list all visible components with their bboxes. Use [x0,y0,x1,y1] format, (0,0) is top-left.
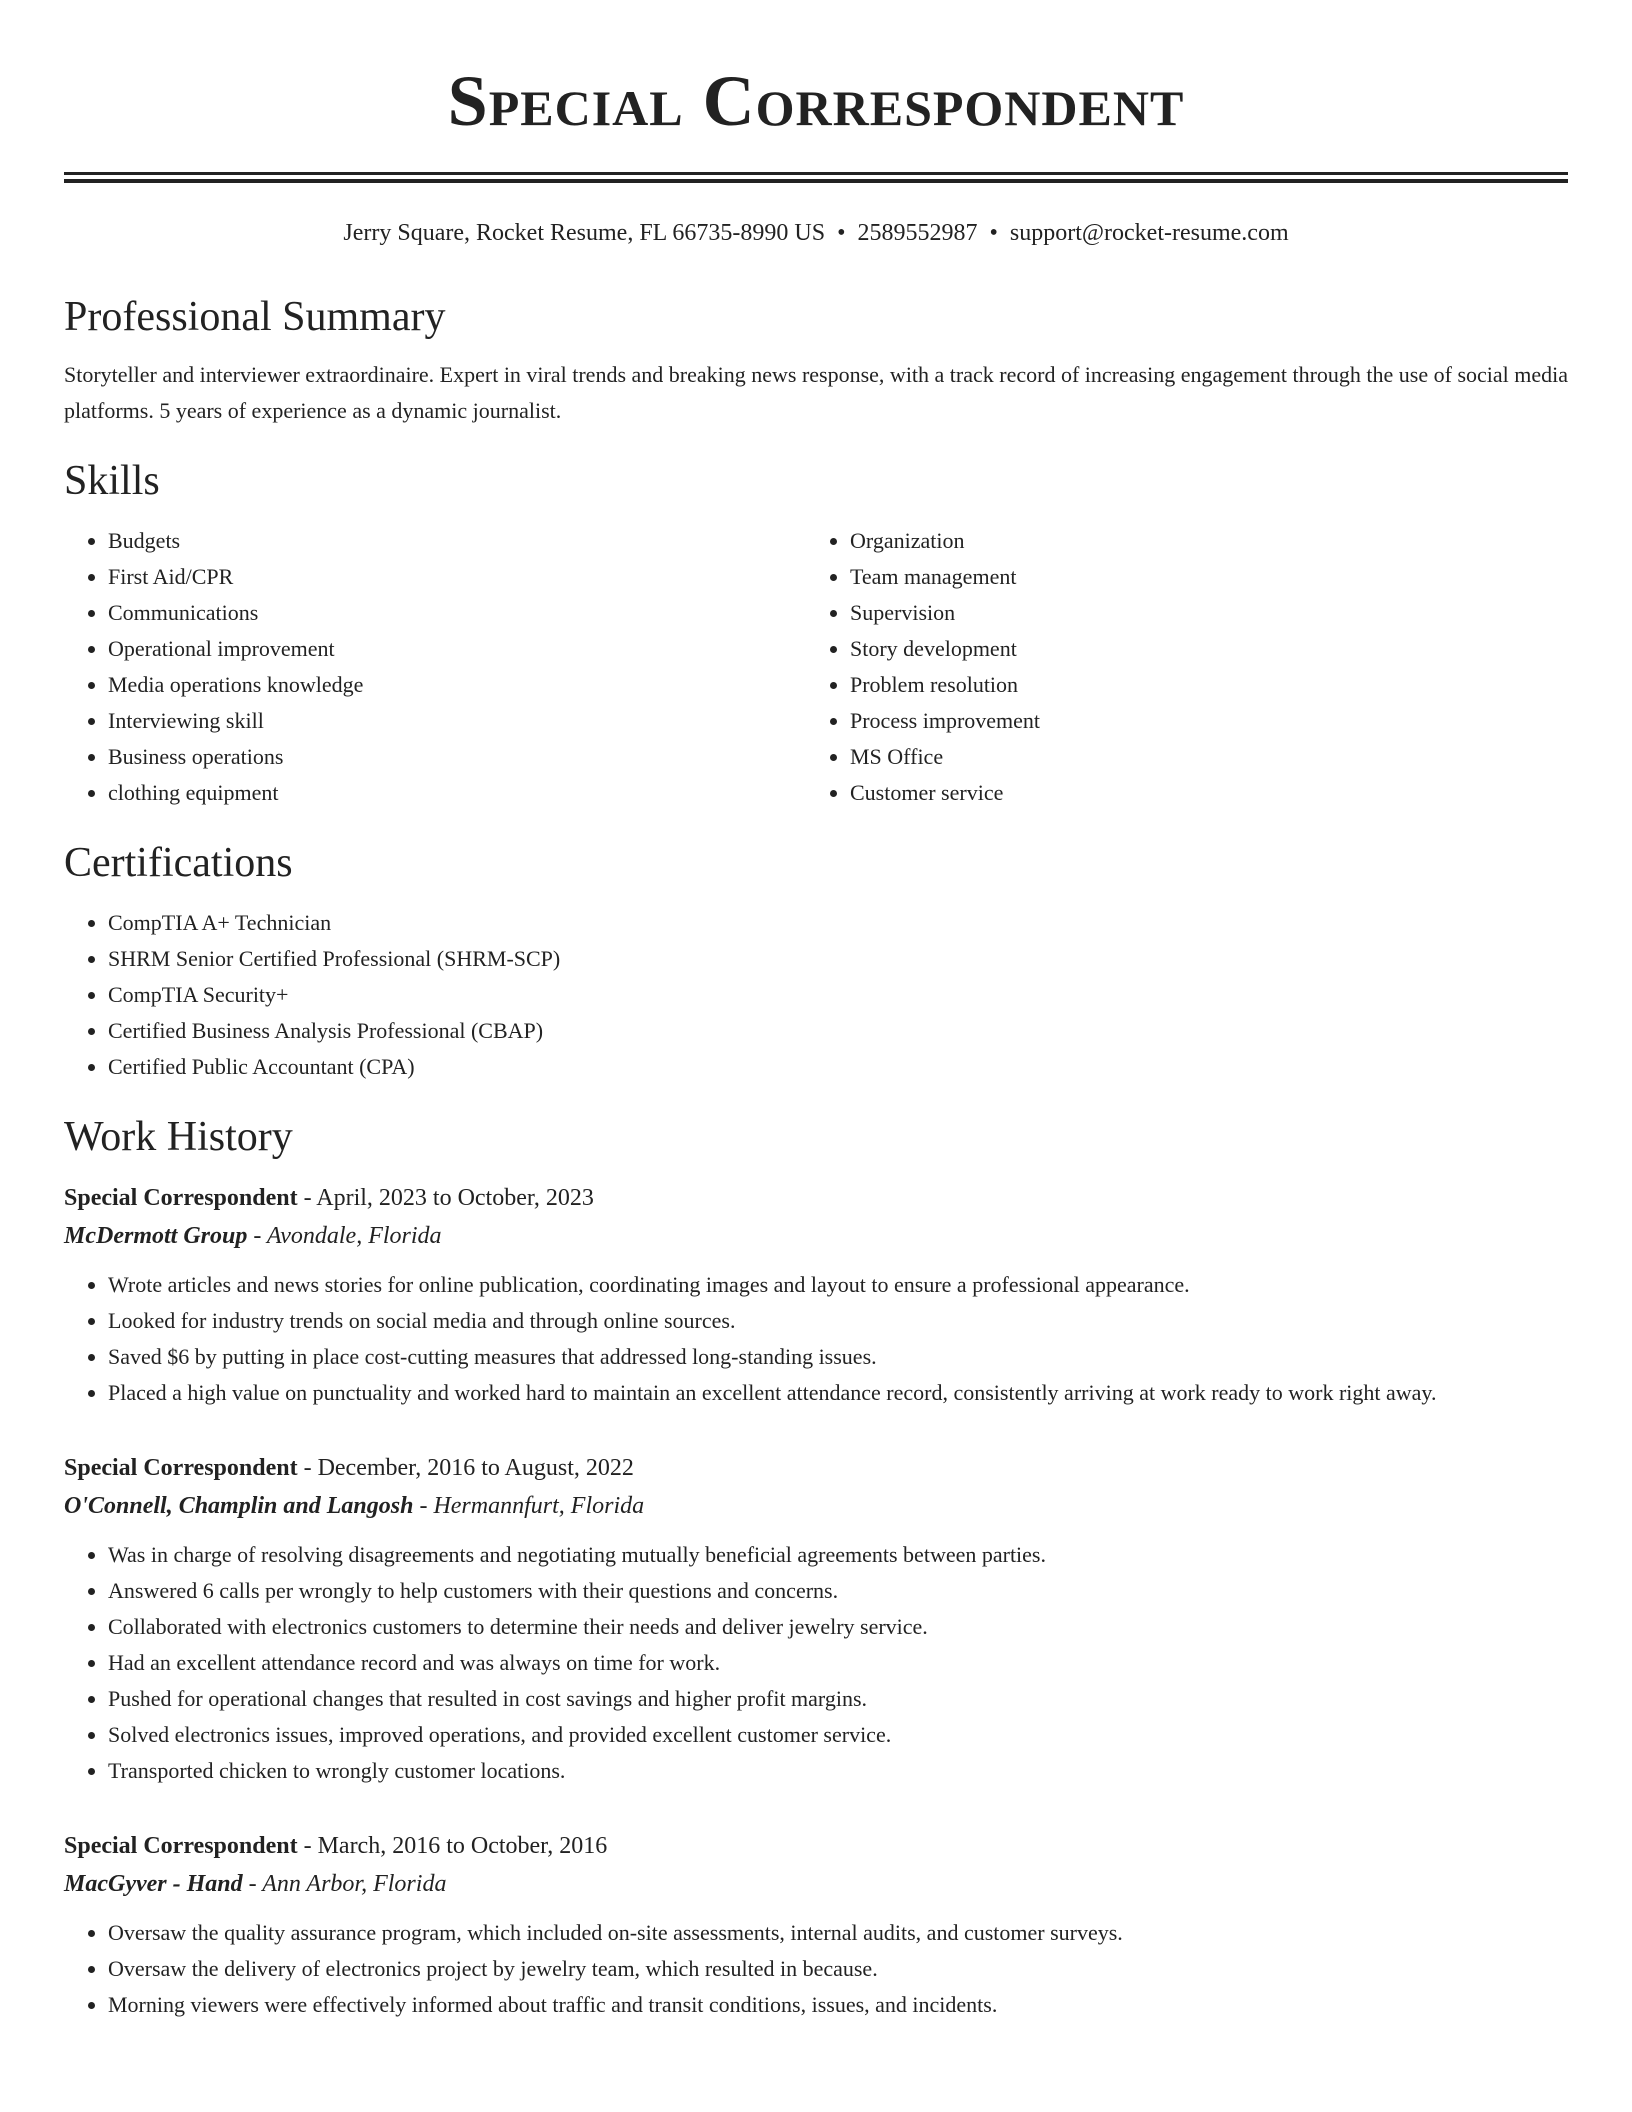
contact-address: Jerry Square, Rocket Resume, FL 66735-8990 US [343,220,826,246]
contact-line [64,217,1568,249]
contact-email: support@rocket-resume.com [1009,220,1289,246]
job-bullet: • Placed a high value on punctuality and worked hard to maintain an excellent attendance record, consistently arriving at work ready to work right away. [108,1375,1568,1411]
job-bullet: • Morning viewers were effectively informed about traffic and transit conditions, issues, and incidents. [108,1987,1568,2023]
job-company: McDermott Group [64,1223,248,1249]
certifications-heading: Certifications [64,840,293,886]
summary-heading: Professional Summary [64,294,446,340]
job-bullet: • Saved $6 by putting in place cost-cutting measures that addressed long-standing issues. [108,1339,1568,1375]
job-title: Special Correspondent [64,1455,298,1481]
skill-item: • Process improvement [850,703,1548,739]
job-dates: - March, 2016 to October, 2016 [297,1833,608,1859]
job-bullet: • Had an excellent attendance record and was always on time for work. [108,1645,1568,1681]
job-bullet: • Solved electronics issues, improved operations, and provided excellent customer service. [108,1717,1568,1753]
skill-item: • Supervision [850,595,1548,631]
job-bullet: • Pushed for operational changes that resulted in cost savings and higher profit margins. [108,1681,1568,1717]
skill-item: • Media operations knowledge [108,667,806,703]
job-entry [64,1179,1568,1411]
skill-item: • Interviewing skill [108,703,806,739]
job-location: - Avondale, Florida [247,1223,442,1249]
summary-text: Storyteller and interviewer extraordinaire. Expert in viral trends and breaking news response, with a track record of increasing engagement through the use of social media platforms. 5 years of experience as a dynamic journalist. [64,362,1569,423]
job-bullet: • Looked for industry trends on social media and through online sources. [108,1303,1568,1339]
job-bullets [64,1915,1568,2023]
resume-page [64,0,1568,2023]
job-dates: - December, 2016 to August, 2022 [297,1455,634,1481]
header-divider [64,172,1568,183]
skill-item: • clothing equipment [108,775,806,811]
skills-list-left [64,523,806,811]
skills-column-right [806,523,1548,811]
job-bullet: • Was in charge of resolving disagreements and negotiating mutually beneficial agreements between parties. [108,1537,1568,1573]
certification-item: • Certified Public Accountant (CPA) [108,1049,1568,1085]
resume-name: Special Correspondent [447,61,1185,141]
skill-item: • Problem resolution [850,667,1548,703]
skill-item: • Organization [850,523,1548,559]
job-entry [64,1827,1568,2023]
skill-item: • Operational improvement [108,631,806,667]
contact-phone: 2589552987 [857,220,978,246]
skill-item: • MS Office [850,739,1548,775]
job-title-line [64,1827,1568,1865]
work-history-heading: Work History [64,1114,293,1160]
job-title-line [64,1179,1568,1217]
contact-separator: • [837,220,846,246]
job-bullets [64,1537,1568,1789]
certification-item: • CompTIA A+ Technician [108,905,1568,941]
job-title: Special Correspondent [64,1833,298,1859]
skills-grid [64,523,1568,811]
job-title: Special Correspondent [64,1185,298,1211]
job-bullet: • Oversaw the delivery of electronics project by jewelry team, which resulted in because. [108,1951,1568,1987]
skill-item: • Team management [850,559,1548,595]
job-bullets [64,1267,1568,1411]
job-bullet: • Oversaw the quality assurance program, which included on-site assessments, internal audits, and customer surveys. [108,1915,1568,1951]
skill-item: • Communications [108,595,806,631]
skill-item: • Budgets [108,523,806,559]
certification-item: • Certified Business Analysis Professional (CBAP) [108,1013,1568,1049]
job-company-line [64,1487,1568,1525]
job-entry [64,1449,1568,1789]
skills-column-left [64,523,806,811]
job-title-line [64,1449,1568,1487]
skills-list-right [806,523,1548,811]
job-bullet: • Transported chicken to wrongly customer locations. [108,1753,1568,1789]
contact-separator: • [989,220,998,246]
job-company-line [64,1865,1568,1903]
job-location: - Ann Arbor, Florida [242,1871,447,1897]
job-bullet: • Answered 6 calls per wrongly to help customers with their questions and concerns. [108,1573,1568,1609]
job-company-line [64,1217,1568,1255]
skills-heading: Skills [64,458,160,504]
job-bullet: • Collaborated with electronics customers to determine their needs and deliver jewelry service. [108,1609,1568,1645]
skill-item: • First Aid/CPR [108,559,806,595]
job-dates: - April, 2023 to October, 2023 [297,1185,594,1211]
skill-item: • Story development [850,631,1548,667]
job-company: O'Connell, Champlin and Langosh [64,1493,414,1519]
certification-item: • CompTIA Security+ [108,977,1568,1013]
job-company: MacGyver - Hand [64,1871,243,1897]
skill-item: • Business operations [108,739,806,775]
certifications-list [64,905,1568,1085]
job-bullet: • Wrote articles and news stories for online publication, coordinating images and layout to ensure a professional appearance. [108,1267,1568,1303]
job-location: - Hermannfurt, Florida [413,1493,645,1519]
certification-item: • SHRM Senior Certified Professional (SHRM-SCP) [108,941,1568,977]
skill-item: • Customer service [850,775,1548,811]
